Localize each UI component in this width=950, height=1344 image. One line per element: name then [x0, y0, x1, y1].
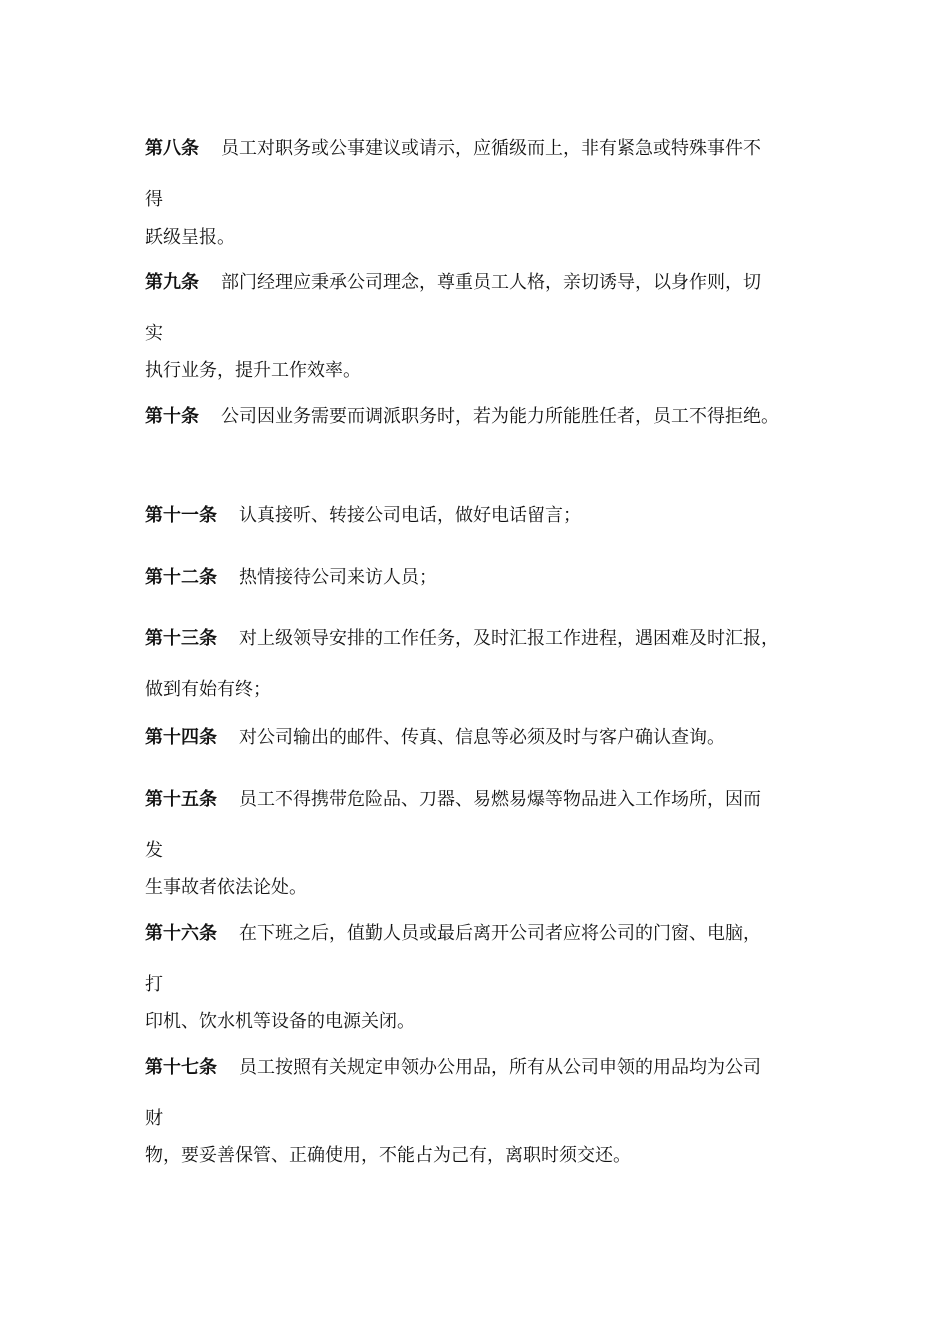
- article-15-text-1: 员工不得携带危险品、刀器、易燃易爆等物品进入工作场所，因而: [239, 789, 761, 810]
- article-11-line-1: [145, 504, 581, 528]
- article-15-line-2: 发: [145, 840, 163, 861]
- article-9-line-1: [145, 271, 761, 295]
- article-12-label: 第十二条: [145, 567, 217, 588]
- article-15-line-3: 生事故者依法论处。: [145, 877, 307, 898]
- article-17-line-3: 物，要妥善保管、正确使用，不能占为己有，离职时须交还。: [145, 1145, 631, 1166]
- article-14-line-1: [145, 726, 725, 750]
- article-12-line-1: [145, 566, 437, 590]
- article-11-text-1: 认真接听、转接公司电话，做好电话留言；: [239, 505, 581, 526]
- article-13-label: 第十三条: [145, 628, 217, 649]
- article-17-label: 第十七条: [145, 1057, 217, 1078]
- article-10-text-1: 公司因业务需要而调派职务时，若为能力所能胜任者，员工不得拒绝。: [221, 406, 779, 427]
- article-15-label: 第十五条: [145, 789, 217, 810]
- article-8-line-3: 跃级呈报。: [145, 227, 235, 248]
- article-13-line-2: 做到有始有终；: [145, 679, 271, 700]
- article-9-text-1: 部门经理应秉承公司理念，尊重员工人格，亲切诱导，以身作则，切: [221, 272, 761, 293]
- article-14-text-1: 对公司输出的邮件、传真、信息等必须及时与客户确认查询。: [239, 727, 725, 748]
- article-9-line-3: 执行业务，提升工作效率。: [145, 360, 361, 381]
- article-9-line-2: 实: [145, 323, 163, 344]
- article-8-line-1: [145, 137, 761, 161]
- article-15-line-1: [145, 788, 761, 812]
- article-16-line-2: 打: [145, 974, 163, 995]
- article-16-line-3: 印机、饮水机等设备的电源关闭。: [145, 1011, 415, 1032]
- article-14-label: 第十四条: [145, 727, 217, 748]
- article-17-text-1: 员工按照有关规定申领办公用品，所有从公司申领的用品均为公司: [239, 1057, 761, 1078]
- article-10-line-1: [145, 405, 779, 429]
- article-16-line-1: [145, 922, 761, 946]
- article-11-label: 第十一条: [145, 505, 217, 526]
- article-13-line-1: [145, 627, 779, 651]
- article-9-label: 第九条: [145, 272, 199, 293]
- article-12-text-1: 热情接待公司来访人员；: [239, 567, 437, 588]
- article-16-text-1: 在下班之后，值勤人员或最后离开公司者应将公司的门窗、电脑，: [239, 923, 761, 944]
- article-16-label: 第十六条: [145, 923, 217, 944]
- article-17-line-2: 财: [145, 1108, 163, 1129]
- article-10-label: 第十条: [145, 406, 199, 427]
- article-8-label: 第八条: [145, 138, 199, 159]
- article-17-line-1: [145, 1056, 761, 1080]
- article-8-line-2: 得: [145, 189, 163, 210]
- article-13-text-1: 对上级领导安排的工作任务，及时汇报工作进程，遇困难及时汇报，: [239, 628, 779, 649]
- article-8-text-1: 员工对职务或公事建议或请示，应循级而上，非有紧急或特殊事件不: [221, 138, 761, 159]
